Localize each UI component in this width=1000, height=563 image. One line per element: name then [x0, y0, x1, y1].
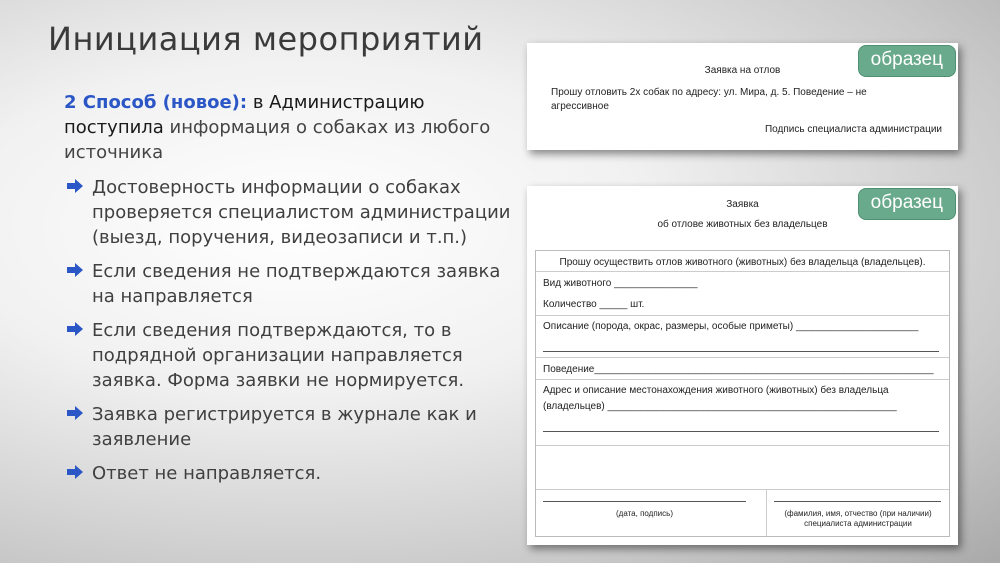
divider	[536, 271, 949, 272]
bullet-item	[64, 259, 514, 309]
intro-dark: в Администрацию поступила	[64, 92, 425, 138]
form-title: Заявка	[726, 199, 759, 210]
form-field-kind: Вид животного _______________	[543, 278, 698, 289]
signature-divider	[766, 489, 767, 536]
slide-title: Инициация мероприятий	[48, 20, 484, 58]
request-title: Заявка на отлов	[704, 65, 781, 76]
date-signature-caption: (дата, подпись)	[616, 509, 673, 518]
divider	[536, 357, 949, 358]
bullet-text: Достоверность информации о собаках проверяется специалистом администрации (выезд, поручения, видеозаписи и т.п.)	[92, 177, 511, 248]
bullet-item	[64, 318, 514, 393]
form-header: Прошу осуществить отлов животного (животных) без владельца (владельцев).	[559, 257, 926, 268]
form-subtitle: об отлове животных без владельцев	[657, 219, 828, 230]
date-signature-line	[543, 501, 746, 502]
divider	[536, 489, 949, 490]
arrow-bullet-icon	[66, 406, 84, 420]
form-field-description: Описание (порода, окрас, размеры, особые приметы) ______________________	[543, 321, 919, 332]
bullet-text: Если сведения не подтверждаются заявка на направляется	[92, 261, 501, 307]
divider	[536, 445, 949, 446]
divider	[536, 315, 949, 316]
blank-line	[543, 431, 939, 432]
sample-form-card	[527, 186, 958, 545]
intro-rest: информация о собаках из любого источника	[64, 117, 491, 163]
arrow-bullet-icon	[66, 322, 84, 336]
arrow-bullet-icon	[66, 263, 84, 277]
request-text: Прошу отловить 2х собак по адресу: ул. Мира, д. 5. Поведение – не агрессивное	[551, 87, 867, 112]
request-form	[535, 250, 950, 537]
name-signature-line	[774, 501, 941, 502]
bullet-text: Если сведения подтверждаются, то в подрядной организации направляется заявка. Форма заявки не нормируется.	[92, 320, 465, 391]
form-field-behavior: Поведение_____________________________________________________________	[543, 364, 934, 375]
form-field-count: Количество _____ шт.	[543, 299, 645, 310]
bullet-list	[64, 175, 514, 495]
bullet-item	[64, 175, 514, 250]
intro-paragraph	[64, 90, 514, 165]
arrow-bullet-icon	[66, 465, 84, 479]
bullet-item	[64, 461, 514, 486]
sample-request-card	[527, 43, 958, 150]
intro-accent: 2 Способ (новое):	[64, 92, 248, 113]
form-field-address: Адрес и описание местонахождения животного (животных) без владельца	[543, 385, 889, 396]
request-signature: Подпись специалиста администрации	[764, 124, 942, 135]
sample-badge: образец	[858, 188, 956, 220]
sample-badge: образец	[858, 45, 956, 77]
blank-line	[543, 351, 939, 352]
divider	[536, 379, 949, 380]
bullet-item	[64, 402, 514, 452]
arrow-bullet-icon	[66, 179, 84, 193]
bullet-text: Заявка регистрируется в журнале как и заявление	[92, 404, 477, 450]
name-signature-caption: (фамилия, имя, отчество (при наличии) специалиста администрации	[784, 509, 932, 528]
form-field-address-cont: (владельцев) ____________________________________________________	[543, 401, 897, 412]
bullet-text: Ответ не направляется.	[92, 463, 322, 484]
